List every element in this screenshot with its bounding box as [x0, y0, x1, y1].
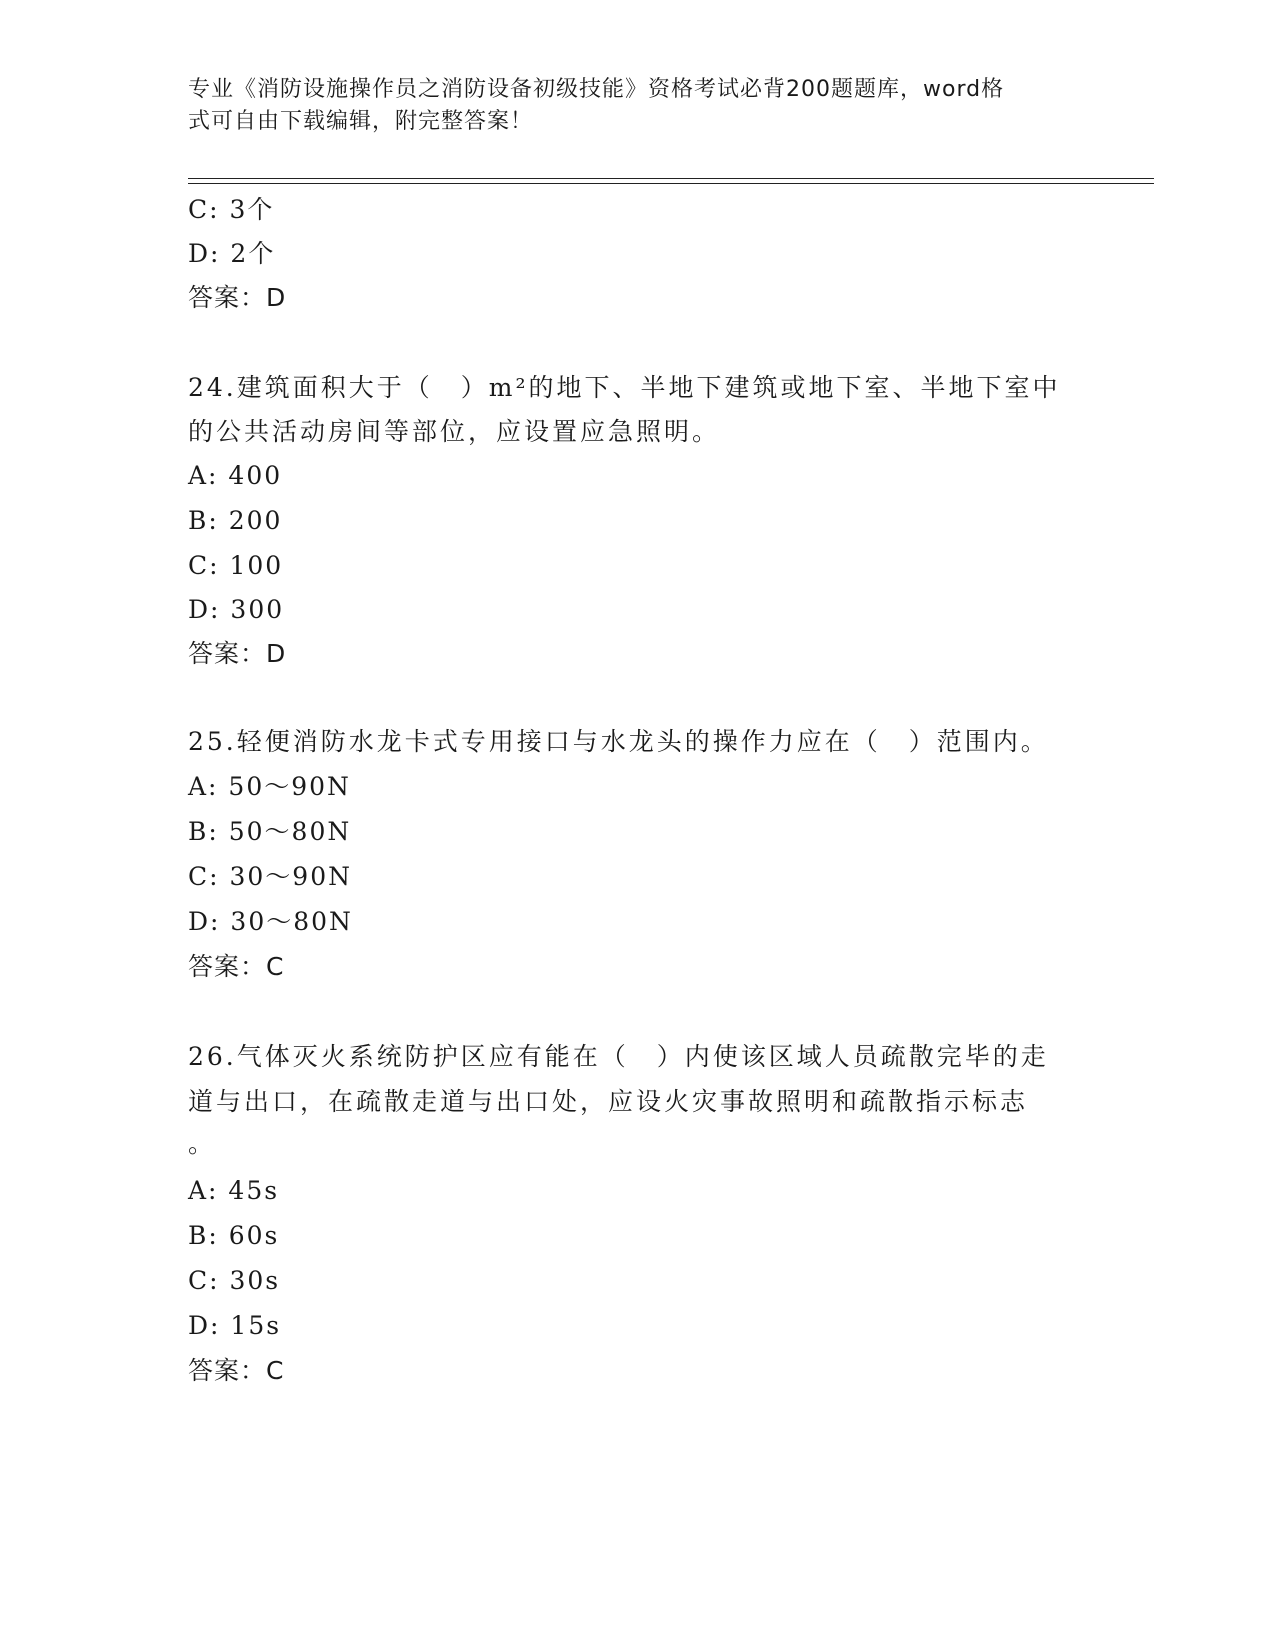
question-26-answer: 答案：C	[188, 1356, 285, 1385]
question-25-option-b: B: 50～80N	[188, 817, 352, 846]
header-divider-bottom	[188, 183, 1154, 184]
question-24-option-b: B: 200	[188, 506, 283, 535]
question-24-stem-line-1: 24.建筑面积大于（ ）m²的地下、半地下建筑或地下室、半地下室中	[188, 373, 1061, 402]
question-24-option-a: A: 400	[188, 461, 283, 490]
question-26-option-a: A: 45s	[188, 1176, 280, 1205]
question-26-option-c: C: 30s	[188, 1266, 281, 1295]
question-26-stem-line-2: 道与出口，在疏散走道与出口处，应设火灾事故照明和疏散指示标志	[188, 1087, 1029, 1116]
question-26-stem-line-3: 。	[188, 1129, 217, 1158]
question-25-option-d: D: 30～80N	[188, 907, 353, 936]
question-26-option-b: B: 60s	[188, 1221, 280, 1250]
question-25-option-a: A: 50～90N	[188, 772, 351, 801]
question-24-option-c: C: 100	[188, 551, 284, 580]
question-25-option-c: C: 30～90N	[188, 862, 352, 891]
question-24-stem-line-2: 的公共活动房间等部位，应设置应急照明。	[188, 417, 721, 446]
option-c: C: 3个	[188, 195, 275, 224]
header-line-2: 式可自由下载编辑，附完整答案！	[188, 109, 534, 134]
answer: 答案：D	[188, 283, 287, 312]
question-24-option-d: D: 300	[188, 595, 285, 624]
question-26-stem-line-1: 26.气体灭火系统防护区应有能在（ ）内使该区域人员疏散完毕的走	[188, 1042, 1049, 1071]
header-divider-top	[188, 178, 1154, 179]
header-line-1: 专业《消防设施操作员之消防设备初级技能》资格考试必背200题题库，word格	[188, 77, 1005, 102]
question-26-option-d: D: 15s	[188, 1311, 282, 1340]
question-24-answer: 答案：D	[188, 639, 287, 668]
question-25-answer: 答案：C	[188, 952, 285, 981]
option-d: D: 2个	[188, 239, 276, 268]
question-25-stem-line-1: 25.轻便消防水龙卡式专用接口与水龙头的操作力应在（ ）范围内。	[188, 727, 1049, 756]
document-header	[188, 74, 1068, 138]
